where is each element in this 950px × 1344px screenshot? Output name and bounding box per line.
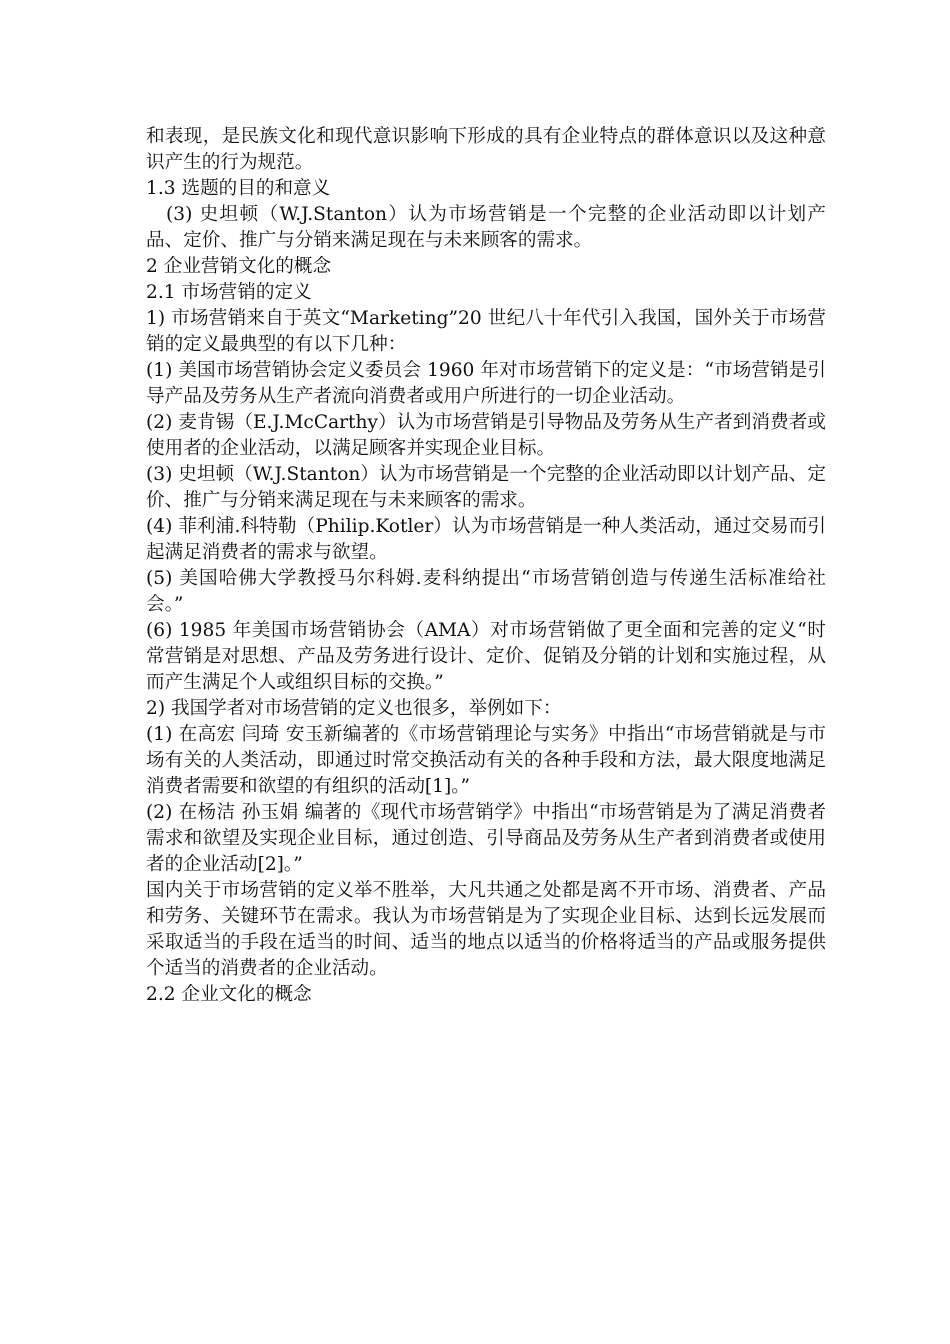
document-page <box>146 124 826 1008</box>
paragraph-purpose: (3) 史坦顿（W.J.Stanton）认为市场营销是一个完整的企业活动即以计划产品、定价、推广与分销来满足现在与未来顾客的需求。 <box>146 204 826 251</box>
paragraph-foreign-definitions: 1) 市场营销来自于英文“Marketing”20 世纪八十年代引入我国，国外关于市场营销的定义最典型的有以下几种： <box>146 308 826 355</box>
paragraph-domestic-definitions: 2) 我国学者对市场营销的定义也很多，举例如下： <box>146 698 562 719</box>
paragraph-intro: 和表现，是民族文化和现代意识影响下形成的具有企业特点的群体意识以及这种意识产生的行为规范。 <box>146 126 826 173</box>
list-item-domestic-1: (1) 在高宏 闫琦 安玉新编著的《市场营销理论与实务》中指出“市场营销就是与市场有关的人类活动，即通过时常交换活动有关的各种手段和方法，最大限度地满足消费者需要和欲望的有组织的活动[1]。” <box>146 724 826 797</box>
list-item-definition-3: (3) 史坦顿（W.J.Stanton）认为市场营销是一个完整的企业活动即以计划产品、定价、推广与分销来满足现在与未来顾客的需求。 <box>146 464 826 511</box>
section-heading-1-3: 1.3 选题的目的和意义 <box>146 178 331 199</box>
section-heading-2: 2 企业营销文化的概念 <box>146 256 332 277</box>
list-item-definition-4: (4) 菲利浦.科特勒（Philip.Kotler）认为市场营销是一种人类活动，通过交易而引起满足消费者的需求与欲望。 <box>146 516 826 563</box>
list-item-definition-6: (6) 1985 年美国市场营销协会（AMA）对市场营销做了更全面和完善的定义“时常营销是对思想、产品及劳务进行设计、定价、促销及分销的计划和实施过程，从而产生满足个人或组织目标的交换。” <box>146 620 826 693</box>
list-item-definition-1: (1) 美国市场营销协会定义委员会 1960 年对市场营销下的定义是：“市场营销是引导产品及劳务从生产者流向消费者或用户所进行的一切企业活动。 <box>146 360 826 407</box>
list-item-domestic-2: (2) 在杨洁 孙玉娟 编著的《现代市场营销学》中指出“市场营销是为了满足消费者需求和欲望及实现企业目标，通过创造、引导商品及劳务从生产者到消费者或使用者的企业活动[2]。” <box>146 802 826 875</box>
list-item-definition-2: (2) 麦肯锡（E.J.McCarthy）认为市场营销是引导物品及劳务从生产者到消费者或使用者的企业活动，以满足顾客并实现企业目标。 <box>146 412 826 459</box>
paragraph-summary: 国内关于市场营销的定义举不胜举，大凡共通之处都是离不开市场、消费者、产品和劳务、关键环节在需求。我认为市场营销是为了实现企业目标、达到长远发展而采取适当的手段在适当的时间、适当的地点以适当的价格将适当的产品或服务提供个适当的消费者的企业活动。 <box>146 880 826 979</box>
section-heading-2-1: 2.1 市场营销的定义 <box>146 282 312 303</box>
list-item-definition-5: (5) 美国哈佛大学教授马尔科姆.麦科纳提出“市场营销创造与传递生活标准给社会。” <box>146 568 826 615</box>
section-heading-2-2: 2.2 企业文化的概念 <box>146 984 312 1005</box>
